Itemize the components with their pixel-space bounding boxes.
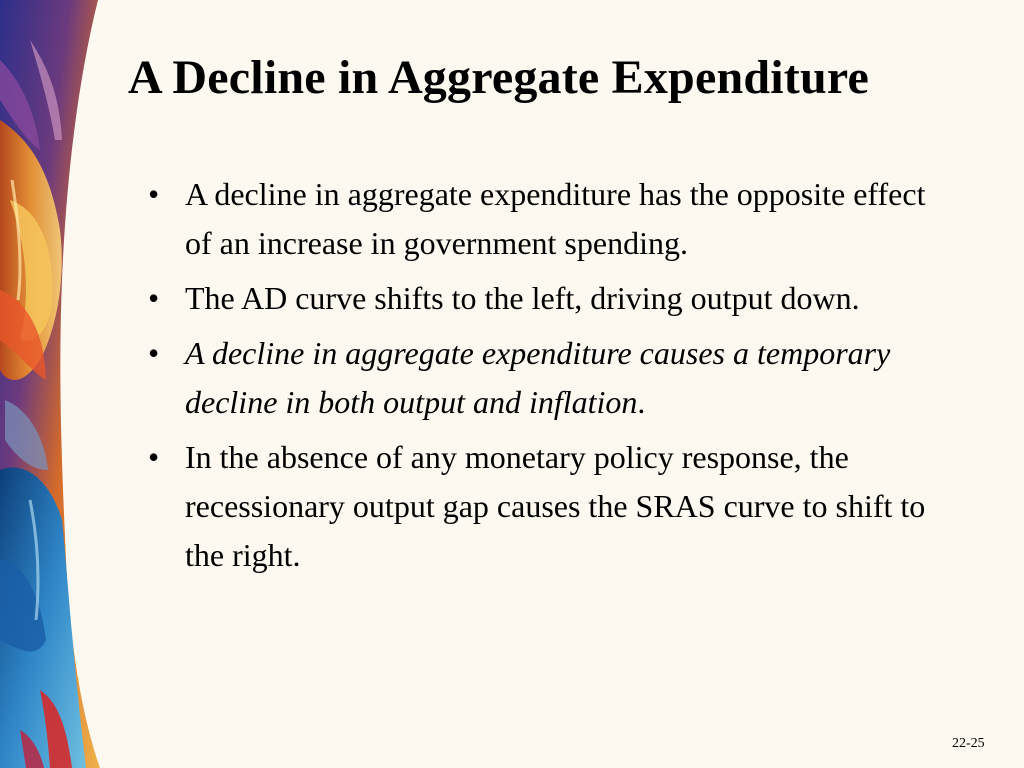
bullet-text: In the absence of any monetary policy response, the recessionary output gap causes the SRAS curve to shift to the right. [185,439,926,573]
bullet-marker: • [148,335,160,371]
bullet-marker: • [148,439,160,475]
bullet-text-suffix: . [637,384,646,420]
slide-title: A Decline in Aggregate Expenditure [128,51,870,104]
bullet-text: A decline in aggregate expenditure has the opposite effect of an increase in government spending. [185,176,926,261]
slide-number: 22-25 [952,736,985,751]
bullet-text-emphasis: A decline in aggregate expenditure causes a temporary decline in both output and inflation [185,335,891,420]
decorative-art-strip [0,0,140,768]
bullet-marker: • [148,176,160,212]
bullet-item [145,274,945,323]
bullet-list [145,170,945,586]
bullet-item [145,433,945,580]
bullet-item [145,329,945,427]
bullet-text: The AD curve shifts to the left, driving output down. [185,280,860,316]
bullet-item [145,170,945,268]
bullet-marker: • [148,280,160,316]
